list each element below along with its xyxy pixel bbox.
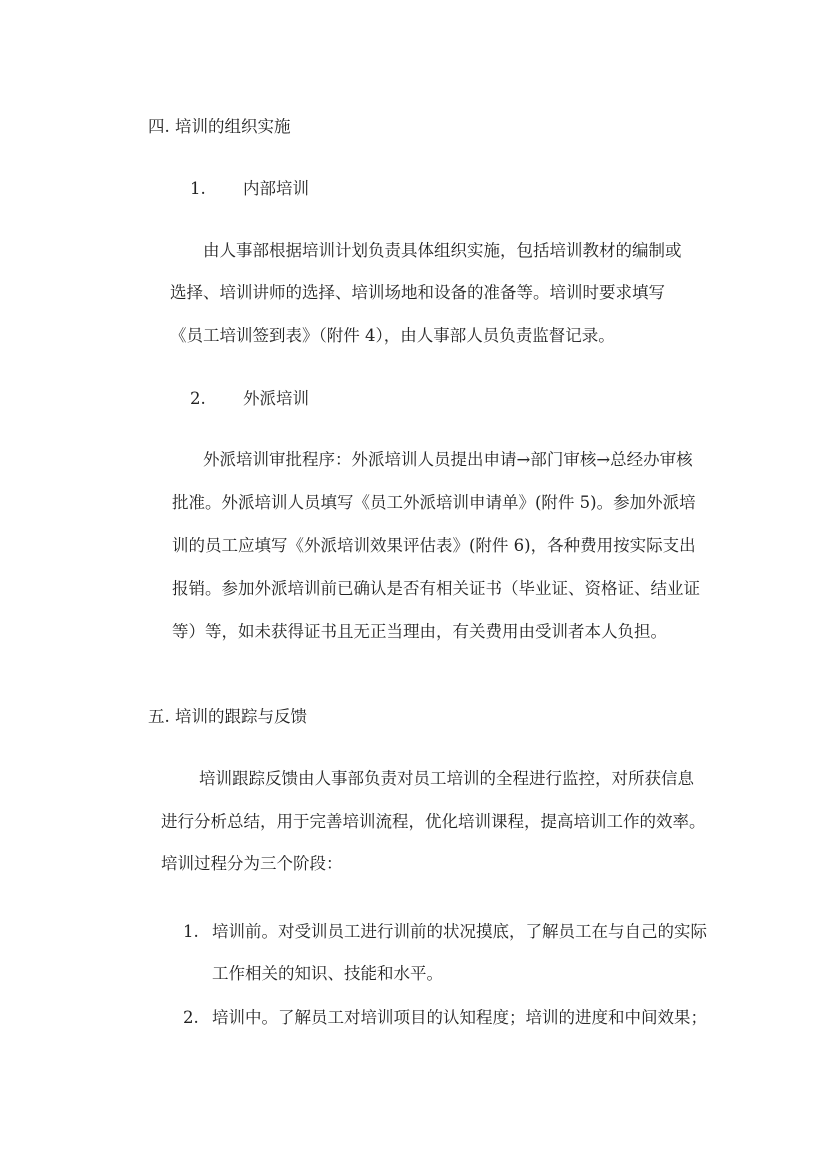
subsection-1-title: 内部培训 xyxy=(243,179,309,198)
list-item-line: 培训前。对受训员工进行训前的状况摸底，了解员工在与自己的实际 xyxy=(212,922,707,941)
subsection-1-number: 1. xyxy=(190,179,206,198)
list-item-number: 2. xyxy=(183,1008,199,1027)
list-item-line: 工作相关的知识、技能和水平。 xyxy=(212,964,443,983)
paragraph-line: 《员工培训签到表》（附件 4），由人事部人员负责监督记录。 xyxy=(170,326,615,345)
subsection-2-number: 2. xyxy=(190,389,206,408)
subsection-2-title: 外派培训 xyxy=(243,389,309,408)
paragraph-line: 选择、培训讲师的选择、培训场地和设备的准备等。培训时要求填写 xyxy=(170,283,665,302)
list-item-line: 培训中。了解员工对培训项目的认知程度；培训的进度和中间效果； xyxy=(212,1008,707,1027)
section-5-heading: 五. 培训的跟踪与反馈 xyxy=(148,707,307,726)
paragraph-line: 培训跟踪反馈由人事部负责对员工培训的全程进行监控，对所获信息 xyxy=(199,769,694,788)
list-item-number: 1. xyxy=(183,922,199,941)
paragraph-line: 外派培训审批程序：外派培训人员提出申请→部门审核→总经办审核 xyxy=(203,450,693,469)
paragraph-line: 报销。参加外派培训前已确认是否有相关证书（毕业证、资格证、结业证 xyxy=(172,579,700,598)
paragraph-line: 训的员工应填写《外派培训效果评估表》(附件 6)，各种费用按实际支出 xyxy=(172,536,696,555)
paragraph-line: 由人事部根据培训计划负责具体组织实施，包括培训教材的编制或 xyxy=(203,241,682,260)
paragraph-line: 等）等，如未获得证书且无正当理由，有关费用由受训者本人负担。 xyxy=(172,622,667,641)
paragraph-line: 批准。外派培训人员填写《员工外派培训申请单》(附件 5)。参加外派培 xyxy=(172,493,696,512)
paragraph-line: 培训过程分为三个阶段： xyxy=(161,854,343,873)
paragraph-line: 进行分析总结，用于完善培训流程，优化培训课程，提高培训工作的效率。 xyxy=(161,812,706,831)
section-4-heading: 四. 培训的组织实施 xyxy=(148,117,291,136)
